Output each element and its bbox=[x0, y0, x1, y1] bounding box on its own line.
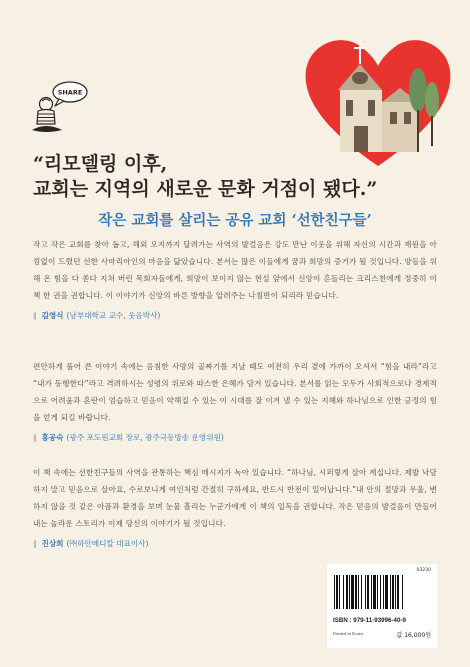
reviewer-name: 홍공숙 bbox=[41, 433, 64, 442]
review-text: 이 책 속에는 선한친구들의 사역을 관통하는 핵심 메시지가 녹아 있습니다. “하나님, 시퍼렇게 살아 계십니다. 제발 낙담하지 말고 믿음으로 살아요, 수로보니게 여인처럼 간절히 구하세요, 반드시 반전이 일어납니다.”내 안의 절망과 우울, 변하지 않을 것 같은 아픔과 환경을 보며 눈물 흘리는 누군가에게 이 책의 일독을 권합니다. 작은 믿음의 발걸음이 만들어 내는 놀라운 스토리가 이제 당신의 이야기가 될 것입니다. bbox=[33, 468, 437, 528]
printed-in-text: Printed in Korea bbox=[333, 631, 364, 636]
share-bubble-text: SHARE bbox=[57, 88, 83, 97]
review-3 bbox=[33, 464, 437, 549]
barcode-stripe bbox=[358, 575, 359, 609]
reviewer-name: 김영식 bbox=[41, 311, 64, 320]
barcode-stripe bbox=[371, 575, 372, 609]
headline-line-2: 교회는 지역의 새로운 문화 거점이 됐다.” bbox=[33, 178, 378, 200]
barcode-stripe bbox=[334, 575, 335, 609]
barcode-stripe bbox=[365, 575, 366, 609]
isbn-text: ISBN : 979-11-93996-40-9 bbox=[333, 617, 406, 624]
barcode-stripe bbox=[383, 575, 384, 609]
barcode-stripe bbox=[377, 575, 378, 609]
barcode-price-code: 03230 bbox=[416, 568, 431, 573]
reviewer-bar-icon: ‖ bbox=[33, 539, 37, 548]
reviewer-affiliation: (남부대학교 교수, 웃음박사) bbox=[66, 311, 161, 320]
share-person-illustration bbox=[26, 78, 96, 138]
review-text: 편안하게 풀어 쓴 이야기 속에는 음침한 사망의 골짜기를 지날 때도 여전히 우리 곁에 가까이 오셔서 “힘을 내라”라고 “내가 동행한다”라고 격려하시는 성령의 위로와 따스한 은혜가 담겨 있습니다. 본서를 읽는 모두가 사회적으로나 경제적으로 어려움과 혼란이 엄습하고 믿음이 약해질 수 있는 이 시대를 잘 이겨 낼 수 있는 지혜와 하나님으로 인한 긍정의 힘을 얻게 되길 바랍니다. bbox=[33, 362, 437, 422]
barcode-stripe bbox=[349, 575, 350, 609]
review-text: 작고 작은 교회를 찾아 돕고, 해외 오지까지 달려가는 사역의 발걸음은 강도 만난 이웃을 위해 자신의 시간과 재원을 아낌없이 드렸던 선한 사마리아인의 마음을 닮았습니다. 본서는 많은 이들에게 꿈과 희망의 증거가 될 것입니다. 양들을 위해 온 힘을 다 쏟다 지쳐 버린 목회자들에게, 희망이 보이지 않는 현실 앞에서 신앙이 흔들리는 크리스천에게 정중히 이 책 한 권을 권합니다. 이 이야기가 신앙의 바른 방향을 알려주는 나침반이 되리라 믿습니다. bbox=[33, 240, 437, 300]
barcode-stripe bbox=[390, 575, 391, 609]
barcode-icon bbox=[334, 575, 430, 615]
barcode-stripe bbox=[351, 575, 354, 609]
barcode-stripe bbox=[367, 575, 369, 609]
reviewer-credit bbox=[33, 538, 437, 549]
barcode-stripe bbox=[385, 575, 388, 609]
barcode-stripe bbox=[395, 575, 396, 609]
barcode-block bbox=[327, 564, 437, 648]
barcode-stripe bbox=[402, 575, 403, 609]
barcode-stripe bbox=[397, 575, 399, 609]
price-text: 값 16,000원 bbox=[396, 632, 431, 639]
barcode-stripe bbox=[336, 575, 338, 609]
barcode-stripe bbox=[380, 575, 381, 609]
reviewer-credit bbox=[33, 432, 437, 443]
barcode-stripe bbox=[339, 575, 340, 609]
barcode-stripe bbox=[361, 575, 362, 609]
reviewer-affiliation: (광주 포도원교회 장로, 광주극동방송 운영위원) bbox=[66, 433, 224, 442]
review-1 bbox=[33, 236, 437, 321]
reviewer-bar-icon: ‖ bbox=[33, 311, 37, 320]
barcode-stripe bbox=[355, 575, 357, 609]
barcode-stripe bbox=[346, 575, 348, 609]
review-2 bbox=[33, 358, 437, 443]
barcode-stripe bbox=[373, 575, 376, 609]
subheadline: 작은 교회를 살리는 공유 교회 ‘선한친구들’ bbox=[98, 212, 372, 229]
reviewer-credit bbox=[33, 310, 437, 321]
headline-line-1: “리모델링 이후, bbox=[33, 153, 168, 175]
reviewer-name: 진상희 bbox=[41, 539, 64, 548]
barcode-stripe bbox=[392, 575, 394, 609]
reviewer-affiliation: (㈜하안메디칼 대표이사) bbox=[66, 539, 149, 548]
heart-church-illustration bbox=[298, 20, 458, 170]
barcode-stripe bbox=[343, 575, 344, 609]
reviewer-bar-icon: ‖ bbox=[33, 433, 37, 442]
